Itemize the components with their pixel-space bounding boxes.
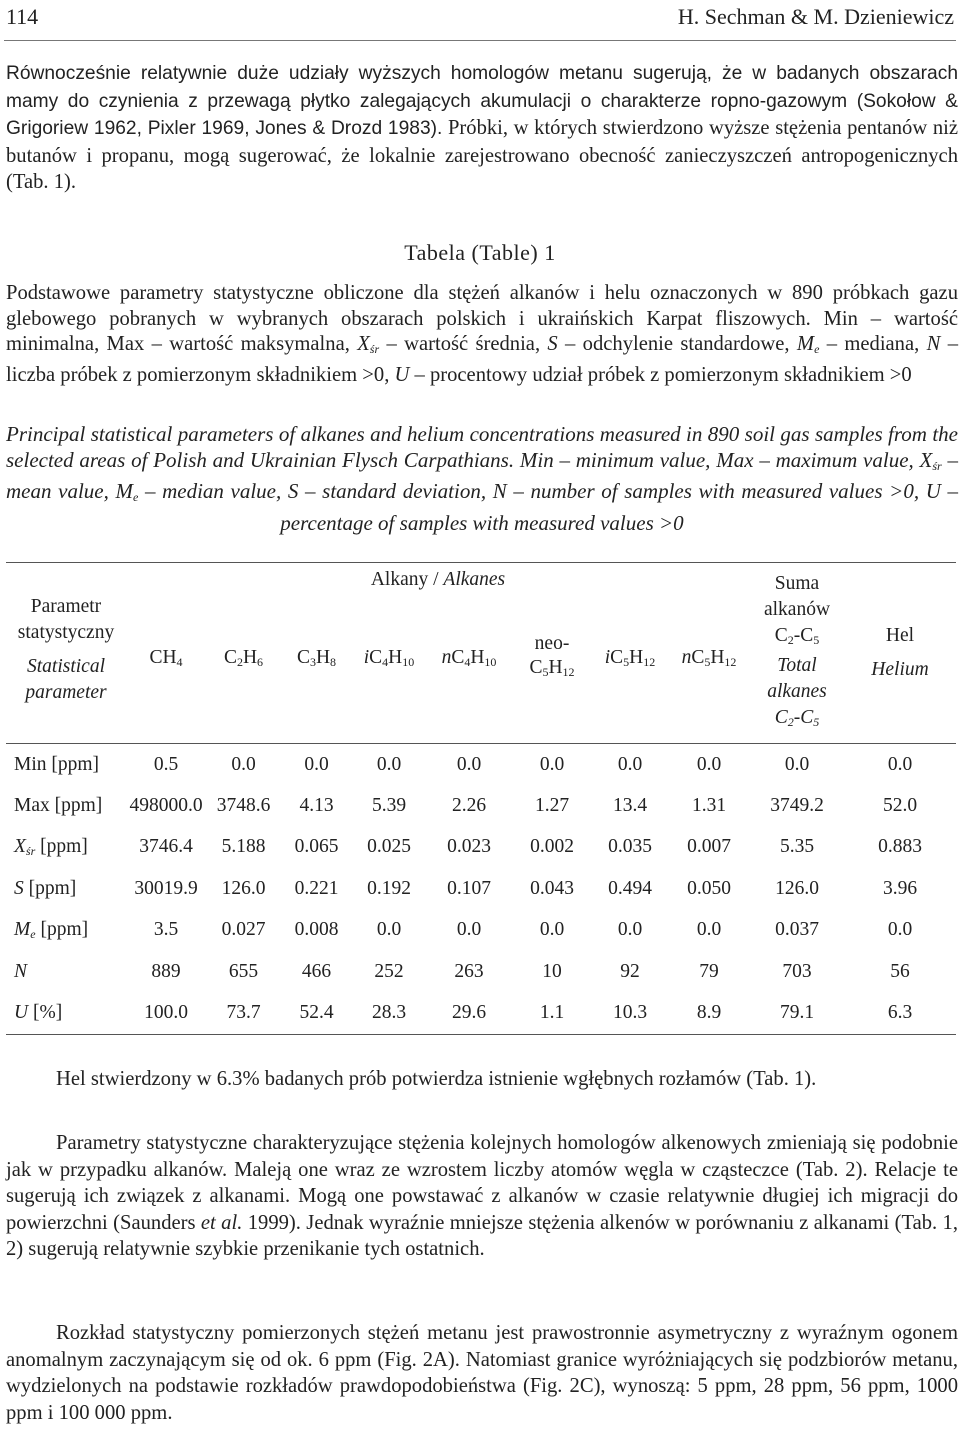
table-cell: 79	[699, 960, 719, 982]
table-cell: 0.037	[775, 919, 819, 941]
table-title: Tabela (Table) 1	[404, 240, 556, 265]
table-cell: 5.188	[221, 836, 266, 858]
table-cell: 0.0	[696, 753, 722, 775]
table-cell: 30019.9	[134, 877, 198, 899]
table-cell: 0.0	[784, 753, 810, 775]
table-cell: 6.3	[844, 992, 956, 1034]
table-cell: 8.9	[668, 992, 750, 1034]
table-cell: 1.31	[691, 795, 727, 817]
table-cell: 0.050	[687, 877, 731, 899]
table-row	[6, 992, 956, 1034]
table-cell: 0.0	[887, 753, 913, 775]
table-cell: 13.4	[612, 795, 648, 817]
table-cell: 252	[374, 960, 404, 982]
table-cell: 0.025	[367, 836, 411, 858]
table-row	[6, 910, 956, 951]
table-cell: 5.35	[779, 836, 815, 858]
header-alkanes: Alkanes	[443, 569, 506, 590]
header-alkany: Alkany /	[370, 569, 439, 590]
header-total-alkanes: Suma alkanów $C_2-C_5$ Total alkanes $C_2-C_5$	[750, 563, 844, 744]
table-cell: 0.0	[887, 919, 913, 941]
table-cell: 52.0	[882, 795, 918, 817]
table-row	[6, 744, 956, 786]
table-cell: 3.96	[882, 877, 918, 899]
table-body	[6, 744, 956, 1035]
table-cell: 0.002	[530, 836, 574, 858]
table-cell: 0.494	[608, 877, 652, 899]
table-cell: 0.221	[294, 877, 339, 899]
header-nc4h10: $nC_4H_{10}$	[441, 647, 497, 669]
header-c3h8: $C_3H_8$	[296, 647, 337, 669]
table-caption-pl: Podstawowe parametry statystyczne obliczone dla stężeń alkanów i helu oznaczonych w 890 próbkach gazu glebowego pobranych w wybranych obszarach polskich i ukraińskich Karpat fliszowych. Min – wartość minimalna, Max – wartość maksymalna, $X_{śr}$ – wartość średnia, S – odchylenie standardowe, $M_e$ – mediana, N – liczba próbek z pomierzonym składnikiem >0, U – procentowy udział próbek z pomierzonym składnikiem >0	[6, 282, 958, 386]
table-cell: 0.023	[447, 836, 491, 858]
table-cell: 92	[620, 960, 640, 982]
table-cell: 0.883	[878, 836, 922, 858]
table-cell: 3746.4	[139, 836, 193, 858]
table-cell: 73.7	[206, 992, 281, 1034]
table-cell: 0.0	[376, 919, 402, 941]
table-row	[6, 827, 956, 868]
table-cell: 3749.2	[770, 795, 824, 817]
paragraph-1-sans: Równocześnie relatywnie duże udziały wyższych homologów metanu sugerują, że w badanych obszarach mamy do czynienia z przewagą płytko zalegających akumulacji o charakterze ropno-gazowym (Sokołow & Grigoriew 1962, Pixler 1969, Jones & Drozd 1983).	[6, 63, 958, 140]
paragraph-4: Rozkład statystyczny pomierzonych stężeń metanu jest prawostronnie asymetryczny z wyraźnym ogonem anomalnym zaczynającym się od ok. 6 ppm (Fig. 2A). Natomiast granice wyróżniających się podzbiorów metanu, wydzielonych na podstawie rozkładów prawdopodobieństwa (Fig. 2C), wynoszą: 5 ppm, 28 ppm, 56 ppm, 1000 ppm i 100 000 ppm.	[6, 1322, 958, 1424]
table-cell: 10	[542, 960, 562, 982]
table-cell: 0.043	[530, 877, 574, 899]
table-cell: 1.27	[534, 795, 570, 817]
paragraph-3: Parametry statystyczne charakteryzujące stężenia kolejnych homologów alkenowych zmieniają się podobnie jak w przypadku alkanów. Maleją one wraz ze wzrostem liczby atomów węgla w cząsteczce (Tab. 2). Relacje te sugerują ich związek z alkanami. Mogą one powstawać z alkanów w czasie relatywnie długiej ich migracji do powierzchni (Saunders et al. 1999). Jednak wyraźnie mniejsze stężenia alkenów w porównaniu z alkanami (Tab. 1, 2) sugerują relatywnie szybkie przenikanie tych ostatnich.	[6, 1132, 959, 1261]
table-cell: 126.0	[221, 877, 266, 899]
table-cell: 0.107	[447, 877, 491, 899]
row-label: N	[14, 960, 28, 982]
table-cell: 0.007	[687, 836, 731, 858]
table-cell: 263	[454, 960, 484, 982]
table-row	[6, 951, 956, 992]
table-cell: 0.0	[376, 753, 402, 775]
table-cell: 0.065	[294, 836, 339, 858]
table-cell: 0.5	[153, 753, 179, 775]
table-cell: 126.0	[775, 877, 819, 899]
header-helium: Hel Helium	[844, 563, 956, 744]
table-header	[6, 563, 956, 744]
paragraph-1-serif: Próbki, w których stwierdzono wyższe stężenia pentanów niż butanów i propanu, mogą sugerować, że lokalnie zarejestrowano obecność zanieczyszczeń antropogenicznych (Tab. 1).	[6, 117, 958, 194]
table-cell: 0.008	[294, 919, 339, 941]
table-cell: 5.39	[371, 795, 407, 817]
table-cell: 0.0	[456, 753, 482, 775]
header-c2h6: $C_2H_6$	[223, 647, 264, 669]
row-label: U [%]	[6, 992, 126, 1034]
page-number: 114	[6, 4, 39, 29]
running-header	[4, 0, 956, 41]
row-label: $X_{śr}$ [ppm]	[14, 835, 88, 858]
table-cell: 56	[890, 960, 910, 982]
table-cell: 0.0	[456, 919, 482, 941]
header-neo-c5h12: neo- $C_5H_{12}$	[529, 633, 575, 679]
table-cell: 0.0	[617, 753, 643, 775]
table-cell: 466	[301, 960, 332, 982]
table-cell: 28.3	[352, 992, 426, 1034]
table-cell: 703	[782, 960, 812, 982]
table-cell: 0.035	[608, 836, 652, 858]
statistics-table	[6, 562, 956, 1035]
paragraph-2: Hel stwierdzony w 6.3% badanych prób potwierdza istnienie wgłębnych rozłamów (Tab. 1).	[56, 1068, 817, 1090]
table-cell: 889	[151, 960, 181, 982]
table-cell: 79.1	[750, 992, 844, 1034]
table-cell: 0.027	[221, 919, 266, 941]
table-caption-en: Principal statistical parameters of alkanes and helium concentrations measured in 890 soil gas samples from the selected areas of Polish and Ukrainian Flysch Carpathians. Min – minimum value, Max – maximum value, $X_{śr}$ – mean value, $M_e$ – median value, S – standard deviation, N – number of samples with measured values >0, U – percentage of samples with measured values >0	[6, 422, 959, 535]
row-label: Min [ppm]	[14, 753, 100, 775]
table-cell: 3748.6	[216, 795, 271, 817]
header-nc5h12: $nC_5H_{12}$	[681, 647, 737, 669]
table-cell: 0.0	[539, 753, 565, 775]
table-cell: 29.6	[426, 992, 512, 1034]
table-row	[6, 785, 956, 826]
row-label: S [ppm]	[14, 877, 77, 899]
running-authors: H. Sechman & M. Dzieniewicz	[677, 4, 954, 29]
table-cell: 0.0	[304, 753, 329, 775]
table-cell: 4.13	[299, 795, 334, 817]
table-cell: 1.1	[512, 992, 592, 1034]
row-label: $M_e$ [ppm]	[14, 918, 89, 941]
table-cell: 100.0	[126, 992, 206, 1034]
header-ic5h12: $iC_5H_{12}$	[604, 647, 656, 669]
table-cell: 10.3	[592, 992, 668, 1034]
table-cell: 0.0	[696, 919, 722, 941]
table-cell: 0.0	[617, 919, 643, 941]
table-cell: 655	[228, 960, 259, 982]
table-cell: 2.26	[451, 795, 487, 817]
table-cell: 0.192	[367, 877, 411, 899]
table-row	[6, 868, 956, 909]
table-cell: 52.4	[281, 992, 352, 1034]
header-ic4h10: $iC_4H_{10}$	[363, 647, 415, 669]
table-cell: 3.5	[153, 919, 179, 941]
header-alkanes-group	[126, 563, 750, 744]
paragraph-1	[6, 60, 958, 196]
table-cell: 0.0	[231, 753, 256, 775]
table-cell: 498000.0	[129, 795, 203, 817]
row-label: Max [ppm]	[14, 795, 103, 817]
header-ch4: $CH_4$	[149, 647, 183, 669]
header-parameter: Parametr statystyczny Statistical parameter	[6, 563, 126, 744]
table-cell: 0.0	[539, 919, 565, 941]
